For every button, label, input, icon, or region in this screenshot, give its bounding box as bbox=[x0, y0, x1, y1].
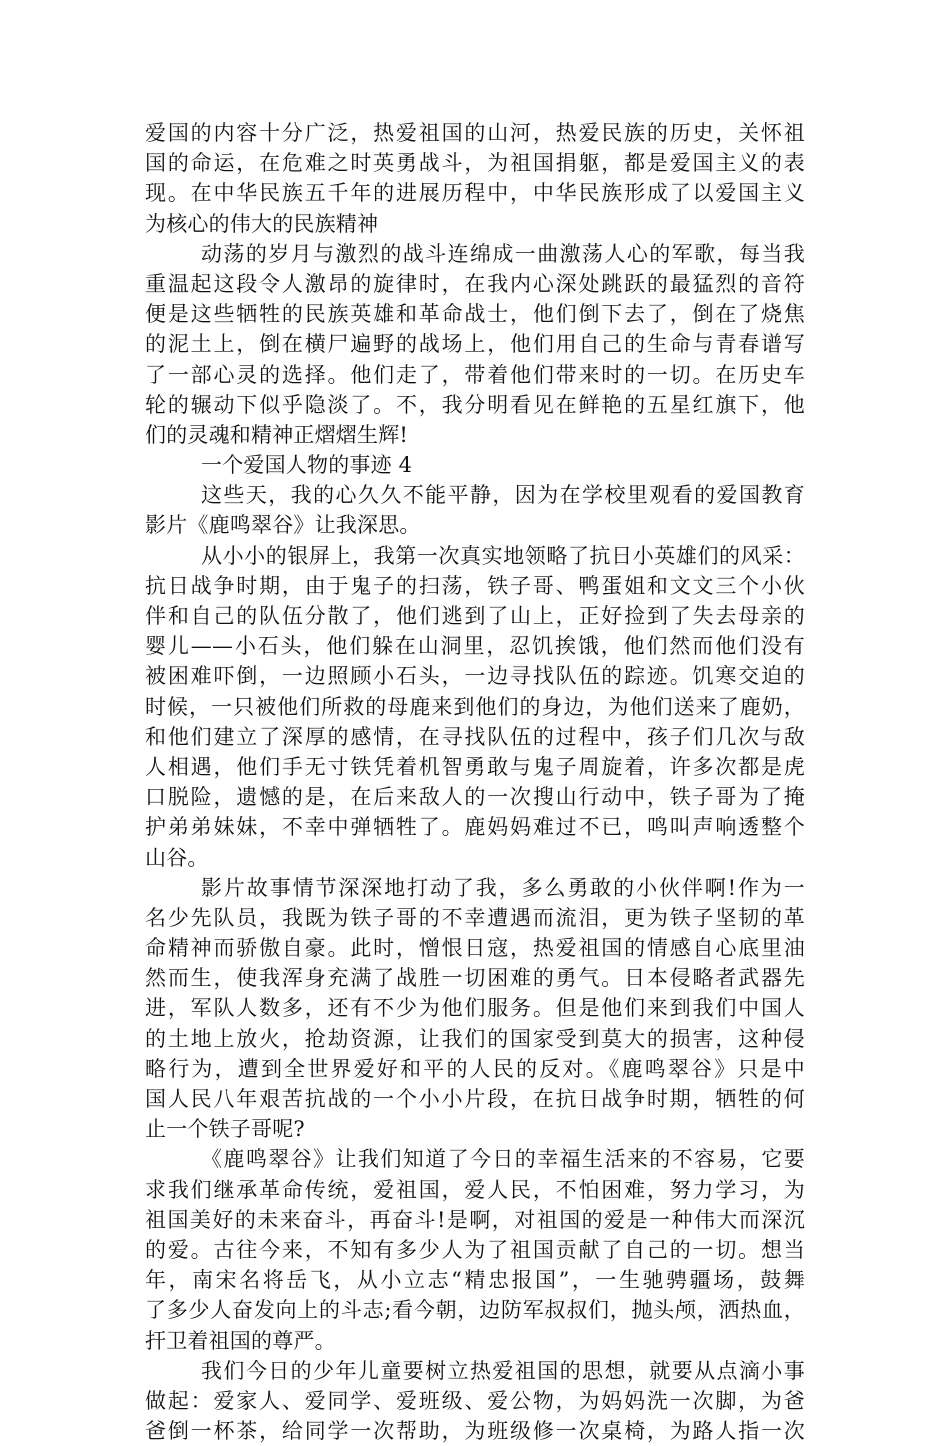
text-line: 年，南宋名将岳飞，从小立志“精忠报国”，一生驰骋疆场，鼓舞 bbox=[145, 1268, 805, 1293]
text-line: 略行为，遭到全世界爱好和平的人民的反对。《鹿鸣翠谷》只是中 bbox=[145, 1056, 805, 1081]
text-line: 从小小的银屏上，我第一次真实地领略了抗日小英雄们的风采： bbox=[201, 543, 805, 568]
text-line: 动荡的岁月与激烈的战斗连绵成一曲激荡人心的军歌，每当我 bbox=[201, 241, 805, 266]
text-line: 了一部心灵的选择。他们走了，带着他们带来时的一切。在历史车 bbox=[145, 362, 805, 387]
text-line: 口脱险，遗憾的是，在后来敌人的一次搜山行动中，铁子哥为了掩 bbox=[145, 785, 805, 810]
text-line: 求我们继承革命传统，爱祖国，爱人民，不怕困难，努力学习，为 bbox=[145, 1177, 805, 1202]
text-line: 这些天，我的心久久不能平静，因为在学校里观看的爱国教育 bbox=[201, 483, 805, 508]
document-body bbox=[145, 118, 805, 1446]
text-line: 影片《鹿鸣翠谷》让我深思。 bbox=[145, 513, 421, 538]
text-line: 命精神而骄傲自豪。此时，憎恨日寇，热爱祖国的情感自心底里油 bbox=[145, 936, 805, 961]
text-line: 们的灵魂和精神正熠熠生辉! bbox=[145, 422, 409, 447]
text-line: 伴和自己的队伍分散了，他们逃到了山上，正好捡到了失去母亲的 bbox=[145, 604, 805, 628]
text-line: 人相遇，他们手无寸铁凭着机智勇敢与鬼子周旋着，许多次都是虎 bbox=[145, 754, 805, 779]
text-line: 山谷。 bbox=[145, 845, 209, 870]
text-line: 爱国的内容十分广泛，热爱祖国的山河，热爱民族的历史，关怀祖 bbox=[145, 121, 805, 145]
text-line: 抗日战争时期，由于鬼子的扫荡，铁子哥、鸭蛋姐和文文三个小伙 bbox=[145, 573, 805, 598]
text-line: 止一个铁子哥呢? bbox=[145, 1117, 305, 1142]
text-line: 然而生，使我浑身充满了战胜一切困难的勇气。日本侵略者武器先 bbox=[145, 966, 805, 991]
text-line: 影片故事情节深深地打动了我，多么勇敢的小伙伴啊!作为一 bbox=[201, 875, 805, 900]
text-line: 被困难吓倒，一边照顾小石头，一边寻找队伍的踪迹。饥寒交迫的 bbox=[145, 664, 805, 689]
text-line: 为核心的伟大的民族精神 bbox=[145, 211, 379, 236]
text-line: 国的命运，在危难之时英勇战斗，为祖国捐躯，都是爱国主义的表 bbox=[145, 151, 805, 176]
text-line: 轮的辗动下似乎隐淡了。不，我分明看见在鲜艳的五星红旗下，他 bbox=[145, 392, 805, 417]
text-line: 重温起这段令人激昂的旋律时，在我内心深处跳跃的最猛烈的音符 bbox=[145, 271, 805, 296]
text-line: 便是这些牺牲的民族英雄和革命战士，他们倒下去了，倒在了烧焦 bbox=[145, 302, 805, 327]
text-line: 国人民八年艰苦抗战的一个小小片段，在抗日战争时期，牺牲的何 bbox=[145, 1087, 805, 1111]
text-line: 我们今日的少年儿童要树立热爱祖国的思想，就要从点滴小事 bbox=[201, 1358, 805, 1383]
text-line: 祖国美好的未来奋斗，再奋斗!是啊，对祖国的爱是一种伟大而深沉 bbox=[145, 1207, 805, 1232]
text-line: 一个爱国人物的事迹 4 bbox=[201, 453, 413, 478]
text-line: 进，军队人数多，还有不少为他们服务。但是他们来到我们中国人 bbox=[145, 996, 805, 1021]
text-line: 的泥土上，倒在横尸遍野的战场上，他们用自己的生命与青春谱写 bbox=[145, 332, 805, 357]
text-line: 婴儿——小石头，他们躲在山洞里，忍饥挨饿，他们然而他们没有 bbox=[145, 634, 805, 659]
text-line: 扞卫着祖国的尊严。 bbox=[145, 1328, 336, 1353]
text-line: 《鹿鸣翠谷》让我们知道了今日的幸福生活来的不容易，它要 bbox=[201, 1147, 805, 1172]
text-line: 的爱。古往今来，不知有多少人为了祖国贡献了自己的一切。想当 bbox=[145, 1237, 805, 1262]
text-line: 了多少人奋发向上的斗志;看今朝，边防军叔叔们，抛头颅，洒热血， bbox=[145, 1298, 805, 1323]
text-line: 爸倒一杯茶，给同学一次帮助，为班级修一次桌椅，为路人指一次 bbox=[145, 1419, 805, 1444]
text-line: 做起：爱家人、爱同学、爱班级、爱公物，为妈妈洗一次脚，为爸 bbox=[145, 1388, 805, 1413]
text-line: 护弟弟妹妹，不幸中弹牺牲了。鹿妈妈难过不已，鸣叫声响透整个 bbox=[145, 815, 805, 840]
text-line: 名少先队员，我既为铁子哥的不幸遭遇而流泪，更为铁子坚韧的革 bbox=[145, 905, 805, 930]
text-line: 现。在中华民族五千年的进展历程中，中华民族形成了以爱国主义 bbox=[145, 181, 805, 206]
text-line: 和他们建立了深厚的感情，在寻找队伍的过程中，孩子们几次与敌 bbox=[145, 724, 805, 749]
text-line: 时候，一只被他们所救的母鹿来到他们的身边，为他们送来了鹿奶， bbox=[145, 694, 805, 719]
text-line: 的土地上放火，抢劫资源，让我们的国家受到莫大的损害，这种侵 bbox=[145, 1026, 805, 1051]
